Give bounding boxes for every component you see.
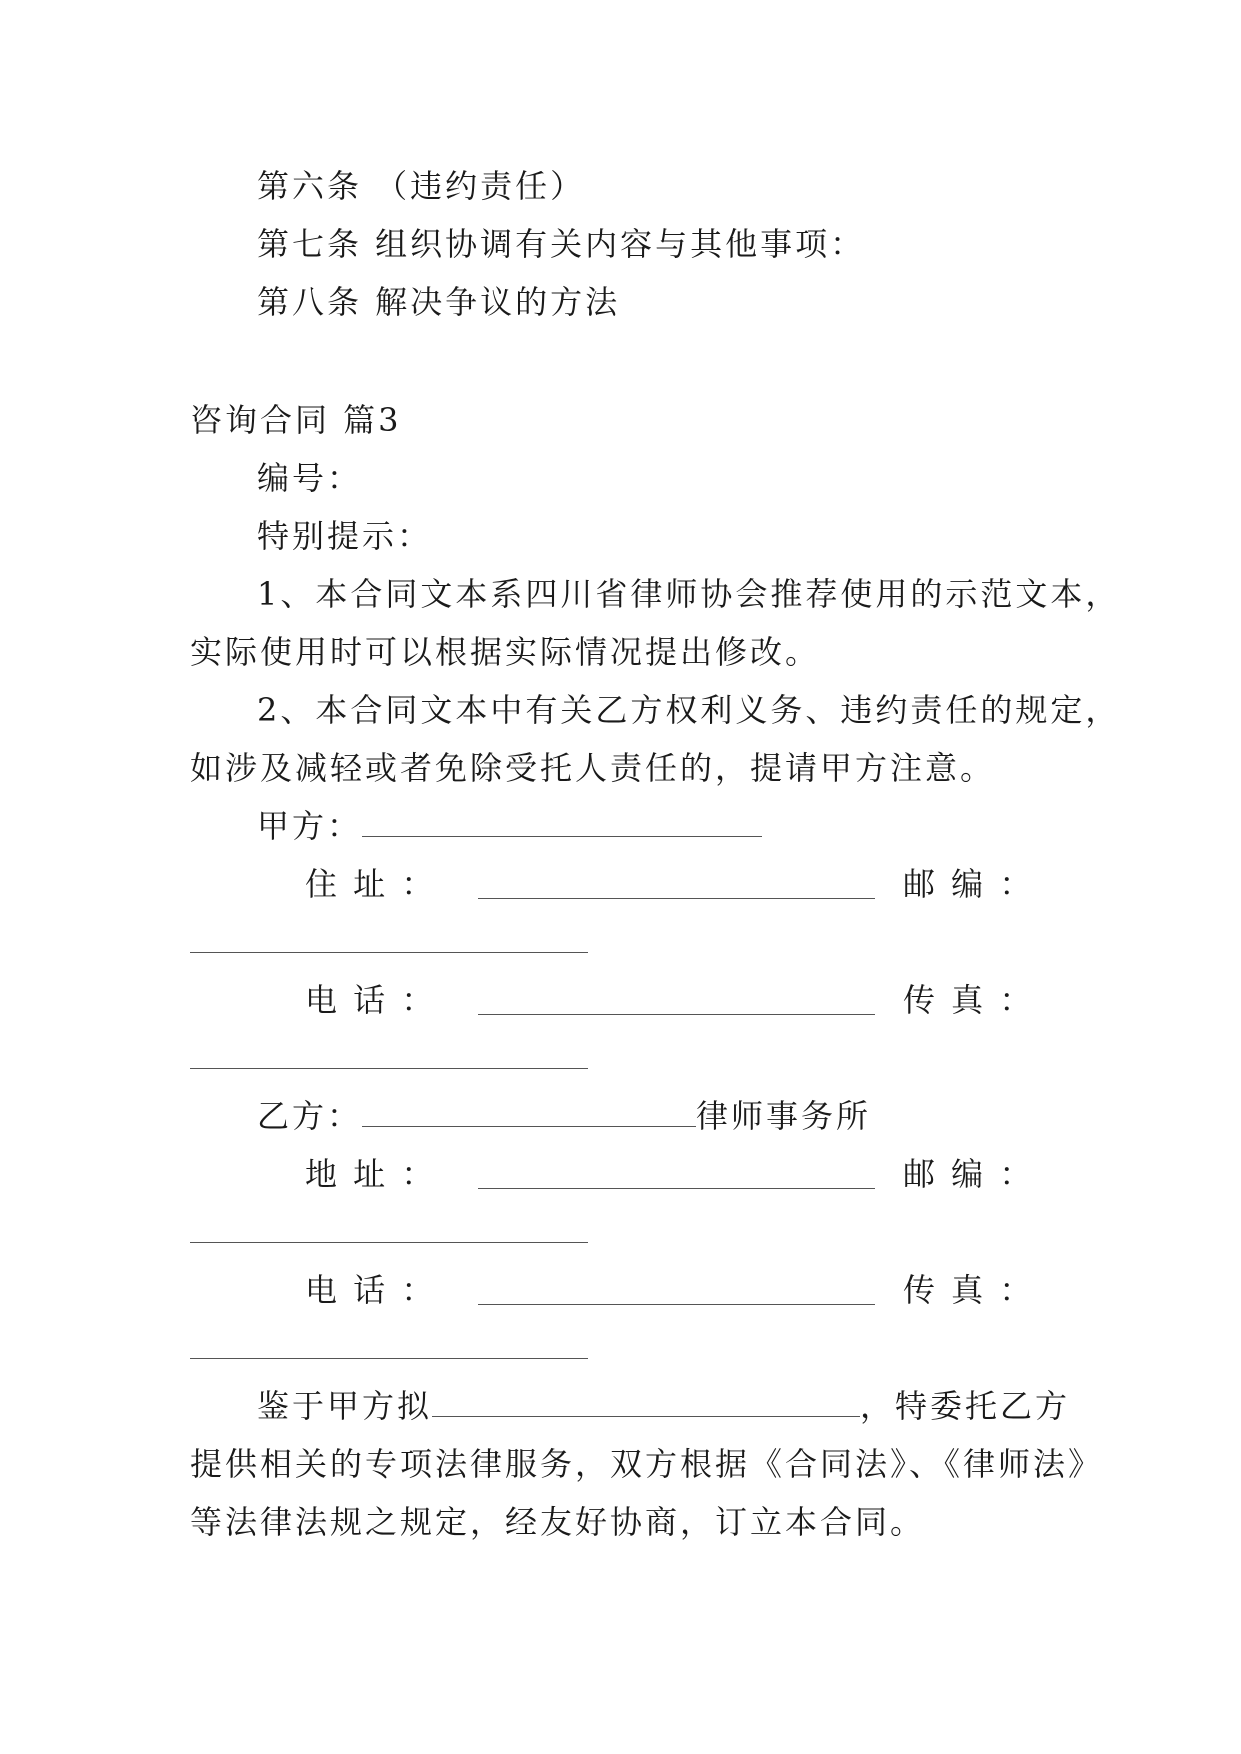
party-a-fax-label: 传 真 ： [903, 981, 1035, 1019]
preamble-line-3: 等法律法规之规定，经友好协商，订立本合同。 [190, 1503, 926, 1541]
party-a-postcode-blank[interactable] [190, 952, 588, 953]
party-b-phone-label: 电 话 ： [305, 1271, 437, 1309]
party-a-row [257, 806, 762, 846]
preamble-purpose-blank[interactable] [432, 1390, 860, 1417]
party-a-phone-label: 电 话 ： [305, 981, 437, 1019]
article-6: 第六条 （违约责任） [257, 167, 586, 205]
party-b-suffix: 律师事务所 [696, 1097, 872, 1135]
notice-2-line-1: 2、本合同文本中有关乙方权利义务、违约责任的规定， [257, 691, 1121, 729]
party-a-fax-blank[interactable] [190, 1068, 588, 1069]
preamble-line-2: 提供相关的专项法律服务，双方根据《合同法》、《律师法》 [190, 1445, 1104, 1483]
preamble-start: 鉴于甲方拟 [257, 1387, 433, 1425]
party-a-name-blank[interactable] [362, 810, 762, 837]
party-b-postcode-label: 邮 编 ： [903, 1155, 1035, 1193]
special-notice-label: 特别提示： [257, 517, 433, 555]
party-a-address-blank[interactable] [478, 872, 875, 899]
section-title: 咨询合同 篇3 [190, 401, 402, 439]
preamble-line-1 [257, 1386, 1070, 1426]
preamble-after-blank: ，特委托乙方 [860, 1387, 1071, 1425]
party-b-label: 乙方： [257, 1097, 363, 1135]
article-7: 第七条 组织协调有关内容与其他事项： [257, 225, 866, 263]
party-b-address-blank[interactable] [478, 1162, 875, 1189]
party-b-address-label: 地 址 ： [305, 1155, 437, 1193]
notice-1-line-2: 实际使用时可以根据实际情况提出修改。 [190, 633, 821, 671]
party-b-fax-label: 传 真 ： [903, 1271, 1035, 1309]
notice-2-line-2: 如涉及减轻或者免除受托人责任的，提请甲方注意。 [190, 749, 996, 787]
party-a-phone-blank[interactable] [478, 988, 875, 1015]
party-a-label: 甲方： [257, 807, 363, 845]
party-b-name-blank[interactable] [362, 1100, 696, 1127]
party-b-postcode-blank[interactable] [190, 1242, 588, 1243]
contract-number-label: 编号： [257, 459, 363, 497]
party-b-phone-blank[interactable] [478, 1278, 875, 1305]
party-a-address-label: 住 址 ： [305, 865, 437, 903]
article-8: 第八条 解决争议的方法 [257, 283, 621, 321]
notice-1-line-1: 1、本合同文本系四川省律师协会推荐使用的示范文本， [257, 575, 1121, 613]
party-b-fax-blank[interactable] [190, 1358, 588, 1359]
party-a-postcode-label: 邮 编 ： [903, 865, 1035, 903]
party-b-row [257, 1096, 871, 1136]
